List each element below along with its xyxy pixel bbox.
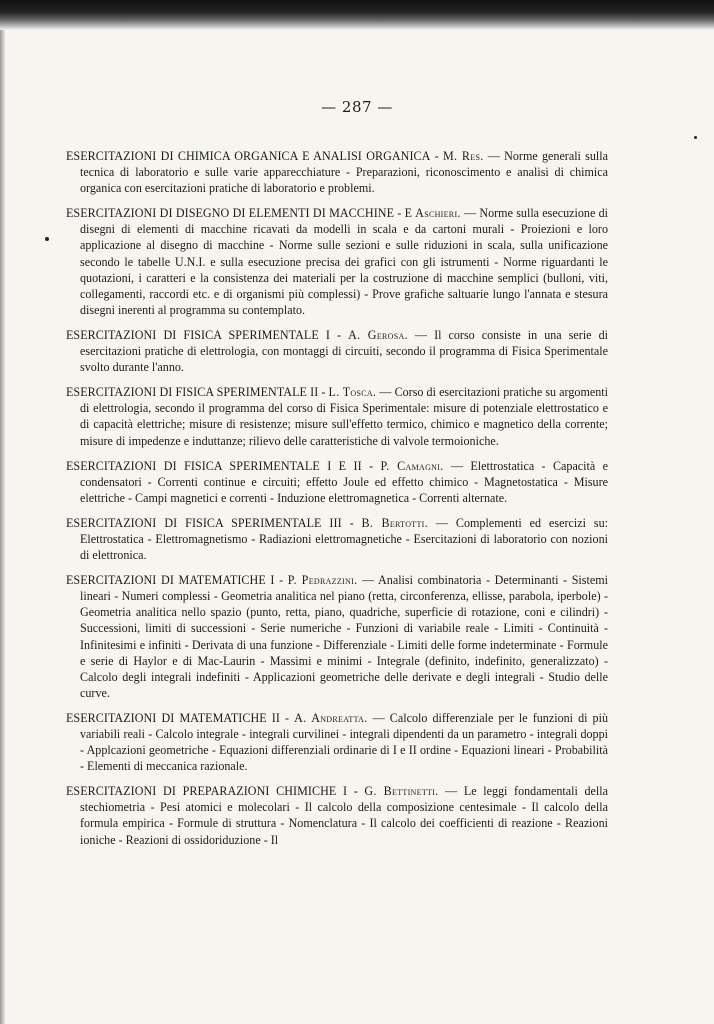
scan-left-edge: [0, 30, 5, 1024]
course-teacher: A. Andreatta.: [294, 710, 368, 725]
course-teacher: P. Camagni.: [380, 458, 444, 473]
course-entry: ESERCITAZIONI DI PREPARAZIONI CHIMICHE I - G. Bettinetti. — Le leggi fondamentali della stechiometria - Pesi atomici e molecolari - Il calcolo della composizione centesimale - Il calcolo della formula empirica - Formule di struttura - Nomenclatura - Il calcolo dei coefficienti di reazione - Reazioni ioniche - Reazioni di ossidoriduzione - Il: [66, 784, 608, 847]
course-title: ESERCITAZIONI DI MATEMATICHE I: [66, 573, 275, 588]
course-entry: ESERCITAZIONI DI FISICA SPERIMENTALE I E II - P. Camagni. — Elettrostatica - Capacità e condensatori - Correnti continue e circuiti; effetto Joule ed effetto chimico - Magnetostatica - Misure elettriche - Campi magnetici e correnti - Induzione elettromagnetica - Correnti alternate.: [66, 458, 609, 505]
course-entry: ESERCITAZIONI DI FISICA SPERIMENTALE III - B. Bertotti. — Complementi ed esercizi su: Elettrostatica - Elettromagnetismo - Radiazioni elettromagnetiche - Esercitazioni di laboratorio con nozioni di elettronica.: [66, 515, 608, 563]
course-entry: ESERCITAZIONI DI CHIMICA ORGANICA E ANALISI ORGANICA - M. Res. — Norme generali sulla tecnica di laboratorio e sulle varie apparecchiature - Preparazioni, riconoscimento e analisi di chimica organica con esercitazioni pratiche di laboratorio e problemi.: [66, 149, 609, 196]
ink-speck: [694, 136, 697, 139]
course-description: Norme sulla esecuzione di disegni di elementi di macchine ricavati da modelli in scala e da cartoni murali - Proiezioni e loro applicazione al disegno di macchine - Norme sulle sezioni e sulle riduzioni in scala, sulla unificazione secondo le tabelle U.N.I. e sulla esecuzione precisa dei grafici con gli istrumenti - Norme riguardanti le quotazioni, i caratteri e la consistenza dei materiali per la costruzione di macchine semplici (bulloni, viti, collegamenti, raccordi etc. e di organismi più complessi) - Prove grafiche saltuarie lungo l'annata e stesura disegni inerenti al programma su contemplato.: [80, 206, 609, 317]
course-description: Analisi combinatoria - Determinanti - Sistemi lineari - Numeri complessi - Geometria analitica nel piano (retta, circonferenza, ellisse, parabola, iperbole) - Geometria analitica nello spazio (punto, retta, piano, quadriche, superficie di rotazione, coni e cilindri) - Successioni, limiti di successioni - Serie numeriche - Funzioni di variabile reale - Limiti - Continuità - Infinitesimi e infiniti - Derivata di una funzione - Differenziale - Limiti delle forme indeterminate - Formule e serie di Haylor e di Mac-Laurin - Massimi e minimi - Integrale (definito, indefinito, generalizzato) - Calcolo degli integrali indefiniti - Applicazioni geometriche delle derivate e degli integrali - Studio delle curve.: [80, 573, 608, 700]
course-teacher: L. Tosca.: [328, 385, 377, 400]
course-entry: ESERCITAZIONI DI DISEGNO DI ELEMENTI DI MACCHINE - E Aschieri. — Norme sulla esecuzione di disegni di elementi di macchine ricavati da modelli in scala e da cartoni murali - Proiezioni e loro applicazione al disegno di macchine - Norme sulle sezioni e sulle riduzioni in scala, sulla unificazione secondo le tabelle U.N.I. e sulla esecuzione precisa dei grafici con gli istrumenti - Norme riguardanti le quotazioni, i caratteri e la consistenza dei materiali per la costruzione di macchine semplici (bulloni, viti, collegamenti, raccordi etc. e di organismi più complessi) - Prove grafiche saltuarie lungo l'annata e stesura disegni inerenti al programma su contemplato.: [66, 206, 609, 317]
page-number: — 287 —: [321, 98, 393, 116]
course-description: Il corso consiste in una serie di esercitazioni pratiche di elettrologia, con montaggi di circuiti, secondo il programma di Fisica Sperimentale svolto durante l'anno.: [80, 327, 608, 375]
course-title: ESERCITAZIONI DI DISEGNO DI ELEMENTI DI MACCHINE: [66, 206, 395, 221]
course-teacher: G. Bettinetti.: [364, 784, 439, 799]
course-description: Elettrostatica - Capacità e condensatori - Correnti continue e circuiti; effetto Joule ed effetto chimico - Magnetostatica - Misure elettriche - Campi magnetici e correnti - Induzione elettromagnetica - Correnti alternate.: [80, 458, 609, 505]
course-teacher: A. Gerosa.: [348, 327, 408, 342]
course-description: Le leggi fondamentali della stechiometria - Pesi atomici e molecolari - Il calcolo della composizione centesimale - Il calcolo della formula empirica - Formule di struttura - Nomenclatura - Il calcolo dei coefficienti di reazione - Reazioni ioniche - Reazioni di ossidoriduzione - Il: [80, 784, 608, 847]
course-description: Norme generali sulla tecnica di laboratorio e sulle varie apparecchiature - Preparazioni, riconoscimento e analisi di chimica organica con esercitazioni pratiche di laboratorio e problemi.: [80, 149, 609, 196]
ink-speck: [45, 237, 49, 241]
course-list: [66, 148, 608, 857]
course-entry: ESERCITAZIONI DI FISICA SPERIMENTALE II - L. Tosca. — Corso di esercitazioni pratiche su argomenti di elettrologia, secondo il programma del corso di Fisica Sperimentale: misure di potenziale elettrostatico e di capacità elettriche; misure di resistenze; misure sull'effetto termico, chimico e magnetico della corrente; misure di impedenze e induttanze; rilievo delle caratteristiche di valvole termoioniche.: [66, 385, 608, 448]
course-entry: ESERCITAZIONI DI FISICA SPERIMENTALE I - A. Gerosa. — Il corso consiste in una serie di esercitazioni pratiche di elettrologia, con montaggi di circuiti, secondo il programma di Fisica Sperimentale svolto durante l'anno.: [66, 327, 608, 375]
course-entry: ESERCITAZIONI DI MATEMATICHE II - A. Andreatta. — Calcolo differenziale per le funzioni di più variabili reali - Calcolo integrale - integrali curvilinei - integrali dipendenti da un parametro - integrali doppi - Applcazioni geometriche - Equazioni differenziali ordinarie di I e II ordine - Equazioni lineari - Probabilità - Elementi di meccanica razionale.: [66, 710, 609, 774]
course-title: ESERCITAZIONI DI PREPARAZIONI CHIMICHE I: [66, 784, 348, 799]
course-description: Complementi ed esercizi su: Elettrostatica - Elettromagnetismo - Radiazioni elettromagnetiche - Esercitazioni di laboratorio con nozioni di elettronica.: [80, 515, 608, 563]
course-title: ESERCITAZIONI DI FISICA SPERIMENTALE I: [66, 327, 330, 342]
course-title: ESERCITAZIONI DI FISICA SPERIMENTALE I E II: [66, 458, 362, 473]
course-entry: ESERCITAZIONI DI MATEMATICHE I - P. Pedrazzini. — Analisi combinatoria - Determinanti - Sistemi lineari - Numeri complessi - Geometria analitica nel piano (retta, circonferenza, ellisse, parabola, iperbole) - Geometria analitica nello spazio (punto, retta, piano, quadriche, superficie di rotazione, coni e cilindri) - Successioni, limiti di successioni - Serie numeriche - Funzioni di variabile reale - Limiti - Continuità - Infinitesimi e infiniti - Derivata di una funzione - Differenziale - Limiti delle forme indeterminate - Formule e serie di Haylor e di Mac-Laurin - Massimi e minimi - Integrale (definito, indefinito, generalizzato) - Calcolo degli integrali indefiniti - Applicazioni geometriche delle derivate e degli integrali - Studio delle curve.: [66, 573, 608, 700]
course-teacher: E Aschieri.: [404, 206, 461, 221]
course-teacher: P. Pedrazzini.: [287, 573, 358, 588]
scan-top-edge: [0, 0, 714, 30]
course-title: ESERCITAZIONI DI MATEMATICHE II: [66, 710, 280, 725]
course-title: ESERCITAZIONI DI FISICA SPERIMENTALE III: [66, 515, 342, 530]
course-description: Corso di esercitazioni pratiche su argomenti di elettrologia, secondo il programma del corso di Fisica Sperimentale: misure di potenziale elettrostatico e di capacità elettriche; misure di resistenze; misure sull'effetto termico, chimico e magnetico della corrente; misure di impedenze e induttanze; rilievo delle caratteristiche di valvole termoioniche.: [80, 385, 608, 448]
course-title: ESERCITAZIONI DI FISICA SPERIMENTALE II: [66, 385, 319, 400]
course-description: Calcolo differenziale per le funzioni di più variabili reali - Calcolo integrale - integrali curvilinei - integrali dipendenti da un parametro - integrali doppi - Applcazioni geometriche - Equazioni differenziali ordinarie di I e II ordine - Equazioni lineari - Probabilità - Elementi di meccanica razionale.: [80, 710, 609, 774]
course-title: ESERCITAZIONI DI CHIMICA ORGANICA E ANALISI ORGANICA: [66, 149, 431, 163]
course-teacher: B. Bertotti.: [361, 515, 428, 530]
course-teacher: M. Res.: [442, 149, 484, 163]
